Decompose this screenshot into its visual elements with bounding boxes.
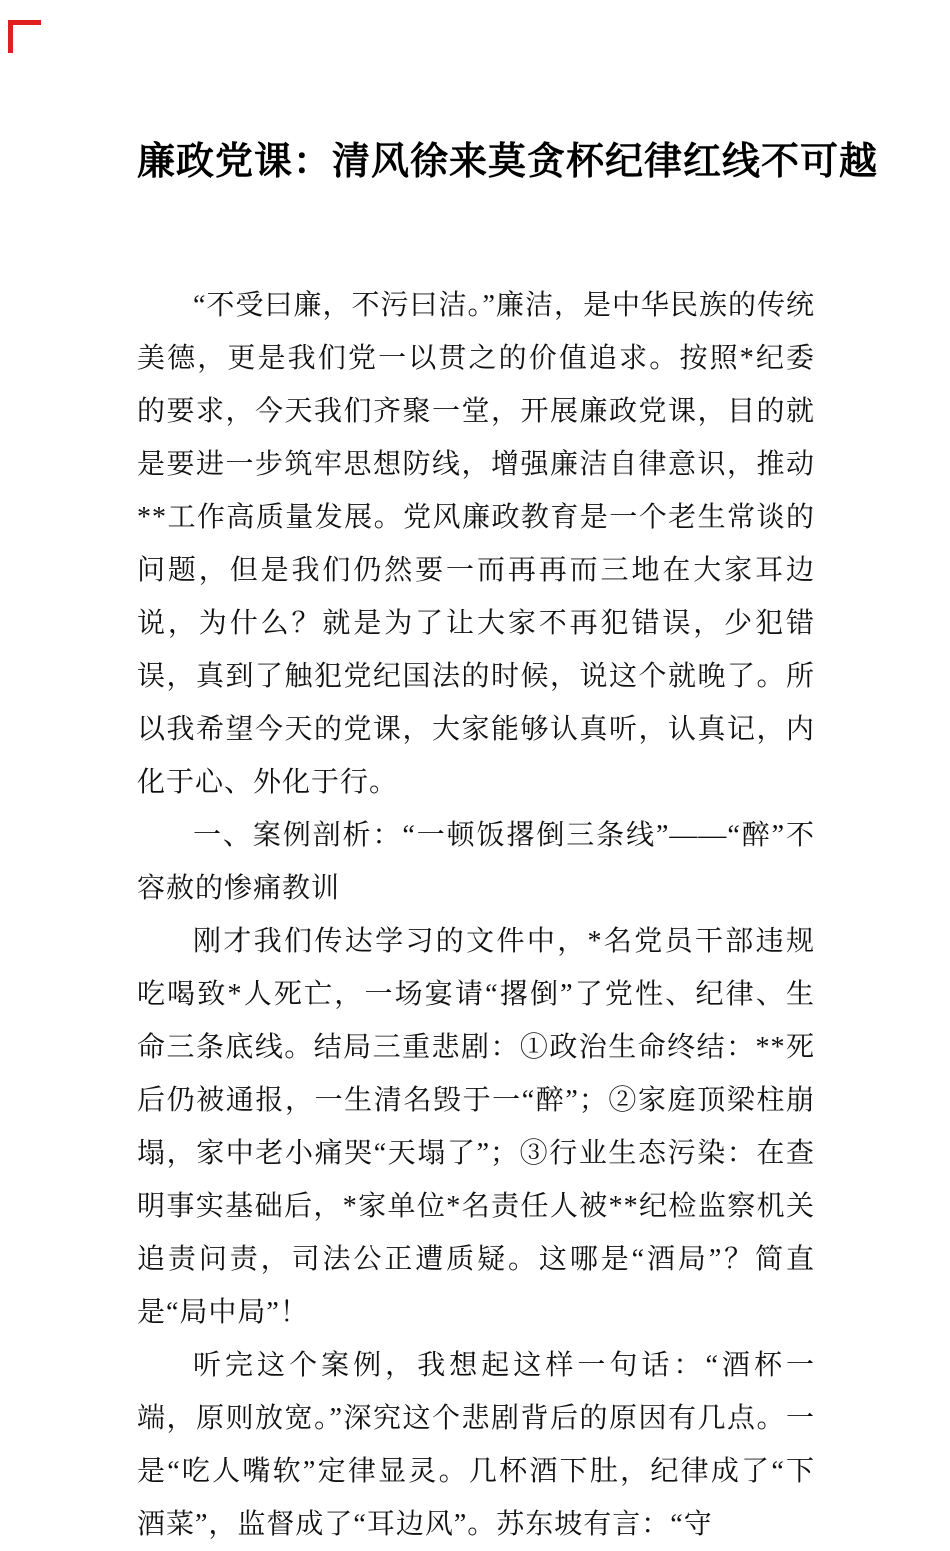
document-content xyxy=(137,0,879,1551)
document-body xyxy=(137,279,815,1551)
red-corner-mark xyxy=(8,20,41,53)
document-title: 廉政党课：清风徐来莫贪杯纪律红线不可越 xyxy=(137,141,879,183)
body-paragraph-case-detail: 刚才我们传达学习的文件中，*名党员干部违规吃喝致*人死亡，一场宴请“撂倒”了党性、纪律、生命三条底线。结局三重悲剧：①政治生命终结：**死后仍被通报，一生清名毁于一“醉”；②家庭顶梁柱崩塌，家中老小痛哭“天塌了”；③行业生态污染：在查明事实基础后，*家单位*名责任人被**纪检监察机关追责问责，司法公正遭质疑。这哪是“酒局”？简直是“局中局”！ xyxy=(137,926,815,1329)
section-heading-case-analysis: 一、案例剖析：“一顿饭撂倒三条线”——“醉”不容赦的惨痛教训 xyxy=(137,820,815,905)
body-paragraph-reflection: 听完这个案例，我想起这样一句话：“酒杯一端，原则放宽。”深究这个悲剧背后的原因有几点。一是“吃人嘴软”定律显灵。几杯酒下肚，纪律成了“下酒菜”，监督成了“耳边风”。苏东坡有言：“守 xyxy=(137,1350,815,1541)
body-paragraph-intro: “不受曰廉，不污曰洁。”廉洁，是中华民族的传统美德，更是我们党一以贯之的价值追求。按照*纪委的要求，今天我们齐聚一堂，开展廉政党课，目的就是要进一步筑牢思想防线，增强廉洁自律意识，推动**工作高质量发展。党风廉政教育是一个老生常谈的问题，但是我们仍然要一而再再而三地在大家耳边说，为什么？就是为了让大家不再犯错误，少犯错误，真到了触犯党纪国法的时候，说这个就晚了。所以我希望今天的党课，大家能够认真听，认真记，内化于心、外化于行。 xyxy=(137,290,815,799)
